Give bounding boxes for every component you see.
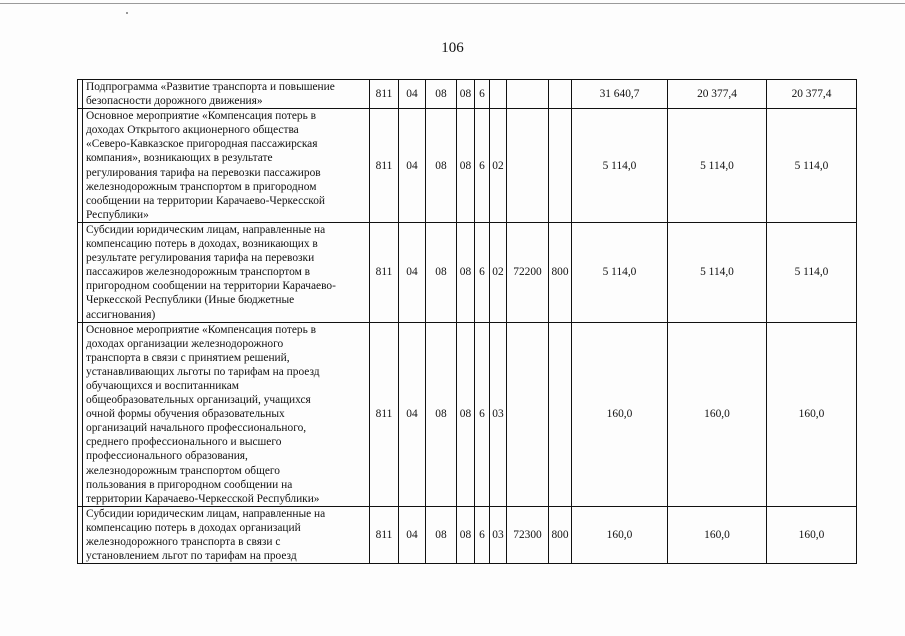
row-name-cell <box>83 109 370 223</box>
budget-table <box>77 79 857 564</box>
row-name-line: среднего профессионального и высшего <box>86 436 282 449</box>
scan-speck <box>126 12 128 14</box>
amount-year3: 20 377,4 <box>767 80 857 109</box>
code-cs2: 6 <box>475 80 490 109</box>
code-rz: 04 <box>399 506 426 563</box>
code-gr: 811 <box>370 109 399 223</box>
code-vr <box>549 80 572 109</box>
amount-year1: 160,0 <box>572 506 668 563</box>
row-name-line: компания», возникающих в результате <box>86 152 273 165</box>
code-cs2: 6 <box>475 109 490 223</box>
code-pr: 08 <box>426 80 457 109</box>
code-vr <box>549 322 572 506</box>
code-vr: 800 <box>549 506 572 563</box>
row-name-line: Субсидии юридическим лицам, направленные на <box>86 223 326 236</box>
code-cs3 <box>490 80 507 109</box>
scan-top-edge <box>0 3 905 4</box>
code-rz: 04 <box>399 222 426 322</box>
row-name-line: установлением льгот по тарифам на проезд <box>86 550 297 563</box>
code-gr: 811 <box>370 222 399 322</box>
code-cs1: 08 <box>457 109 475 223</box>
row-name-cell <box>83 80 370 109</box>
row-name-line: Основное мероприятие «Компенсация потерь в <box>86 110 317 123</box>
table-row <box>78 322 857 506</box>
code-pr: 08 <box>426 109 457 223</box>
code-rz: 04 <box>399 80 426 109</box>
code-gr: 811 <box>370 80 399 109</box>
code-cs1: 08 <box>457 80 475 109</box>
code-gr: 811 <box>370 322 399 506</box>
row-name-line: пользования в пригородном сообщении на <box>86 478 293 491</box>
amount-year1: 160,0 <box>572 322 668 506</box>
code-cs4 <box>507 109 549 223</box>
code-gr: 811 <box>370 506 399 563</box>
code-cs3: 02 <box>490 222 507 322</box>
code-cs4 <box>507 322 549 506</box>
row-name-line: компенсацию потерь в доходах организаций <box>86 521 301 534</box>
row-name-line: организаций начального профессионального, <box>86 422 307 435</box>
row-name-line: Основное мероприятие «Компенсация потерь в <box>86 323 317 336</box>
code-rz: 04 <box>399 109 426 223</box>
amount-year1: 5 114,0 <box>572 222 668 322</box>
amount-year2: 160,0 <box>668 506 767 563</box>
amount-year2: 5 114,0 <box>668 222 767 322</box>
code-cs4: 72300 <box>507 506 549 563</box>
code-cs3: 03 <box>490 506 507 563</box>
amount-year1: 5 114,0 <box>572 109 668 223</box>
code-cs1: 08 <box>457 222 475 322</box>
code-cs4: 72200 <box>507 222 549 322</box>
code-pr: 08 <box>426 506 457 563</box>
row-name-line: компенсацию потерь в доходах, возникающих в <box>86 238 318 251</box>
code-cs1: 08 <box>457 322 475 506</box>
code-cs3: 03 <box>490 322 507 506</box>
table-body <box>78 80 857 564</box>
code-vr: 800 <box>549 222 572 322</box>
row-name-line: регулирования тарифа на перевозки пассажиров <box>86 166 321 179</box>
row-name-line: доходах Открытого акционерного общества <box>86 124 299 137</box>
row-name-line: пассажиров железнодорожным транспортом в <box>86 266 311 279</box>
row-name-line: транспорта в связи с принятием решений, <box>86 351 290 364</box>
row-name-line: сообщении на территории Карачаево-Черкесской <box>86 194 326 207</box>
amount-year3: 5 114,0 <box>767 222 857 322</box>
code-rz: 04 <box>399 322 426 506</box>
row-name-line: территории Карачаево-Черкесской Республики» <box>86 492 320 505</box>
row-name-line: Республики» <box>86 208 149 221</box>
amount-year3: 160,0 <box>767 322 857 506</box>
row-name-cell <box>83 322 370 506</box>
row-name-cell <box>83 222 370 322</box>
table-row <box>78 222 857 322</box>
code-cs2: 6 <box>475 506 490 563</box>
row-name-line: Черкесской Республики (Иные бюджетные <box>86 294 295 307</box>
row-name-line: обучающихся и воспитанникам <box>86 379 239 392</box>
row-name-line: профессионального образования, <box>86 450 248 463</box>
row-name-line: железнодорожного транспорта в связи с <box>86 536 281 548</box>
code-cs1: 08 <box>457 506 475 563</box>
table-row <box>78 80 857 109</box>
page-number: 106 <box>441 40 464 56</box>
row-name-line: Подпрограмма «Развитие транспорта и повышение <box>86 81 335 93</box>
code-pr: 08 <box>426 222 457 322</box>
row-name-line: железнодорожным транспортом общего <box>86 464 281 477</box>
code-cs2: 6 <box>475 222 490 322</box>
amount-year3: 5 114,0 <box>767 109 857 223</box>
row-name-line: устанавливающих льготы по тарифам на проезд <box>86 365 320 378</box>
code-vr <box>549 109 572 223</box>
row-name-line: Субсидии юридическим лицам, направленные на <box>86 507 326 520</box>
row-name-line: железнодорожным транспортом в пригородном <box>86 180 317 193</box>
amount-year3: 160,0 <box>767 506 857 563</box>
code-pr: 08 <box>426 322 457 506</box>
row-name-line: доходах организации железнодорожного <box>86 337 284 350</box>
row-name-line: очной формы обучения образовательных <box>86 408 285 421</box>
amount-year2: 5 114,0 <box>668 109 767 223</box>
amount-year2: 20 377,4 <box>668 80 767 109</box>
amount-year2: 160,0 <box>668 322 767 506</box>
amount-year1: 31 640,7 <box>572 80 668 109</box>
code-cs4 <box>507 80 549 109</box>
table-row <box>78 506 857 563</box>
code-cs3: 02 <box>490 109 507 223</box>
row-name-line: ассигнования) <box>86 308 156 321</box>
row-name-line: безопасности дорожного движения» <box>86 95 263 108</box>
row-name-line: общеобразовательных организаций, учащихся <box>86 394 311 407</box>
row-name-cell <box>83 506 370 563</box>
code-cs2: 6 <box>475 322 490 506</box>
row-name-line: результате регулирования тарифа на перевозки <box>86 252 315 265</box>
table-row <box>78 109 857 223</box>
row-name-line: пригородном сообщении на территории Карачаево- <box>86 280 336 293</box>
row-name-line: «Северо-Кавказское пригородная пассажирская <box>86 138 318 151</box>
